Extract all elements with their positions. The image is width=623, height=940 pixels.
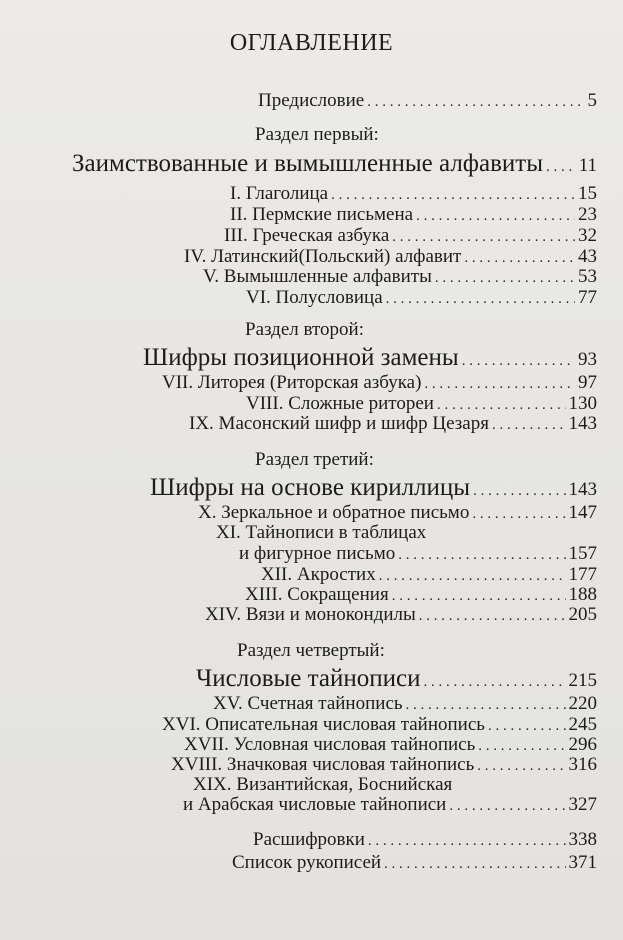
entry-label: III. Греческая азбука [224, 225, 390, 246]
leader-dots [423, 674, 565, 691]
page-number: 316 [568, 754, 597, 775]
entry-label: VIII. Сложные ритореи [246, 393, 434, 414]
section-heading-part2: Раздел второй: [245, 319, 364, 340]
entry-label: IX. Масонский шифр и шифр Цезаря [189, 413, 489, 434]
toc-entry[interactable] [245, 584, 597, 606]
page-number: 53 [578, 266, 597, 287]
entry-label: VI. Полусловица [246, 287, 383, 308]
toc-entry-decryptions[interactable] [253, 829, 597, 851]
toc-entry[interactable] [183, 794, 597, 816]
entry-label: XVIII. Значковая числовая тайнопись [171, 754, 475, 775]
leader-dots [384, 856, 565, 873]
entry-label: I. Глаголица [230, 183, 329, 204]
leader-dots [477, 758, 565, 775]
leader-dots [398, 547, 565, 564]
page-number: 327 [568, 794, 597, 815]
entry-label: XV. Счетная тайнопись [213, 693, 403, 714]
leader-dots [392, 588, 566, 605]
leader-dots [367, 94, 584, 111]
page-number: 97 [578, 372, 597, 393]
toc-entry[interactable] [239, 543, 597, 565]
entry-label: V. Вымышленные алфавиты [203, 266, 432, 287]
page-number: 220 [568, 693, 597, 714]
page-number: 130 [568, 393, 597, 414]
toc-entry[interactable] [246, 287, 597, 309]
page-number: 143 [568, 479, 597, 500]
entry-label: XVI. Описательная числовая тайнопись [162, 714, 485, 735]
toc-entry-first-line: XI. Тайнописи в таблицах [216, 522, 427, 543]
page-number: 371 [568, 852, 597, 873]
toc-entry-first-line: XIX. Византийская, Боснийская [193, 774, 453, 795]
page-title: ОГЛАВЛЕНИЕ [229, 30, 394, 56]
entry-label: Шифры на основе кириллицы [150, 474, 471, 501]
leader-dots [546, 159, 576, 176]
leader-dots [488, 718, 566, 735]
leader-dots [424, 376, 575, 393]
toc-entry-part2-main[interactable] [143, 344, 597, 372]
entry-label: Числовые тайнописи [196, 665, 421, 692]
entry-label: II. Пермские письмена [230, 204, 414, 225]
page-number: 147 [568, 502, 597, 523]
toc-entry-part4-main[interactable] [196, 665, 597, 693]
toc-entry[interactable] [198, 502, 597, 524]
page-number: 245 [568, 714, 597, 735]
entry-label: Заимствованные и вымышленные алфавиты [72, 150, 544, 177]
entry-label: XII. Акростих [261, 564, 376, 585]
entry-label: XIV. Вязи и монокондилы [205, 604, 416, 625]
page-number: 157 [568, 543, 597, 564]
entry-label: Шифры позиционной замены [143, 344, 459, 371]
toc-entry[interactable] [224, 225, 597, 247]
leader-dots [464, 250, 575, 267]
toc-entry[interactable] [230, 204, 597, 226]
page-number: 43 [578, 246, 597, 267]
page-number: 215 [568, 670, 597, 691]
page-number: 143 [568, 413, 597, 434]
leader-dots [406, 697, 566, 714]
leader-dots [379, 568, 566, 585]
entry-label: IV. Латинский(Польский) алфавит [184, 246, 462, 267]
entry-label: и Арабская числовые тайнописи [183, 794, 447, 815]
leader-dots [386, 291, 575, 308]
toc-entry-manuscripts[interactable] [232, 852, 597, 874]
entry-label: и фигурное письмо [239, 543, 396, 564]
page-number: 188 [568, 584, 597, 605]
toc-entry[interactable] [189, 413, 597, 435]
entry-label: XVII. Условная числовая тайнопись [184, 734, 476, 755]
leader-dots [472, 506, 565, 523]
toc-entry[interactable] [184, 734, 597, 756]
leader-dots [462, 353, 575, 370]
page-number: 296 [568, 734, 597, 755]
toc-entry[interactable] [171, 754, 597, 776]
page-number: 15 [578, 183, 597, 204]
page-number: 177 [568, 564, 597, 585]
leader-dots [331, 187, 575, 204]
toc-entry[interactable] [203, 266, 597, 288]
section-heading-part3: Раздел третий: [255, 449, 374, 470]
page-number: 205 [568, 604, 597, 625]
section-heading-part4: Раздел четвертый: [237, 640, 385, 661]
leader-dots [416, 208, 575, 225]
page-number: 32 [578, 225, 597, 246]
toc-entry-part3-main[interactable] [150, 474, 597, 502]
leader-dots [449, 798, 565, 815]
section-heading-part1: Раздел первый: [255, 124, 379, 145]
page-number: 5 [587, 90, 597, 111]
leader-dots [368, 833, 566, 850]
toc-entry[interactable] [246, 393, 597, 415]
toc-entry-part1-main[interactable] [72, 150, 597, 178]
toc-entry[interactable] [205, 604, 597, 626]
leader-dots [492, 417, 566, 434]
page-number: 93 [578, 349, 597, 370]
leader-dots [473, 483, 565, 500]
entry-label: X. Зеркальное и обратное письмо [198, 502, 470, 523]
toc-entry[interactable] [162, 714, 597, 736]
leader-dots [419, 608, 566, 625]
page-number: 23 [578, 204, 597, 225]
toc-entry[interactable] [230, 183, 597, 205]
page-number: 338 [568, 829, 597, 850]
entry-label: Расшифровки [253, 829, 365, 850]
page-number: 77 [578, 287, 597, 308]
toc-entry[interactable] [184, 246, 597, 268]
page-number: 11 [578, 155, 597, 176]
leader-dots [478, 738, 565, 755]
leader-dots [437, 397, 566, 414]
entry-label: XIII. Сокращения [245, 584, 389, 605]
toc-entry[interactable] [261, 564, 597, 586]
toc-entry[interactable] [162, 372, 597, 394]
entry-label: Список рукописей [232, 852, 382, 873]
toc-entry-preface[interactable] [258, 90, 597, 112]
leader-dots [435, 270, 575, 287]
entry-label: Предисловие [258, 90, 365, 111]
leader-dots [392, 229, 575, 246]
entry-label: VII. Литорея (Риторская азбука) [162, 372, 422, 393]
toc-entry[interactable] [213, 693, 597, 715]
